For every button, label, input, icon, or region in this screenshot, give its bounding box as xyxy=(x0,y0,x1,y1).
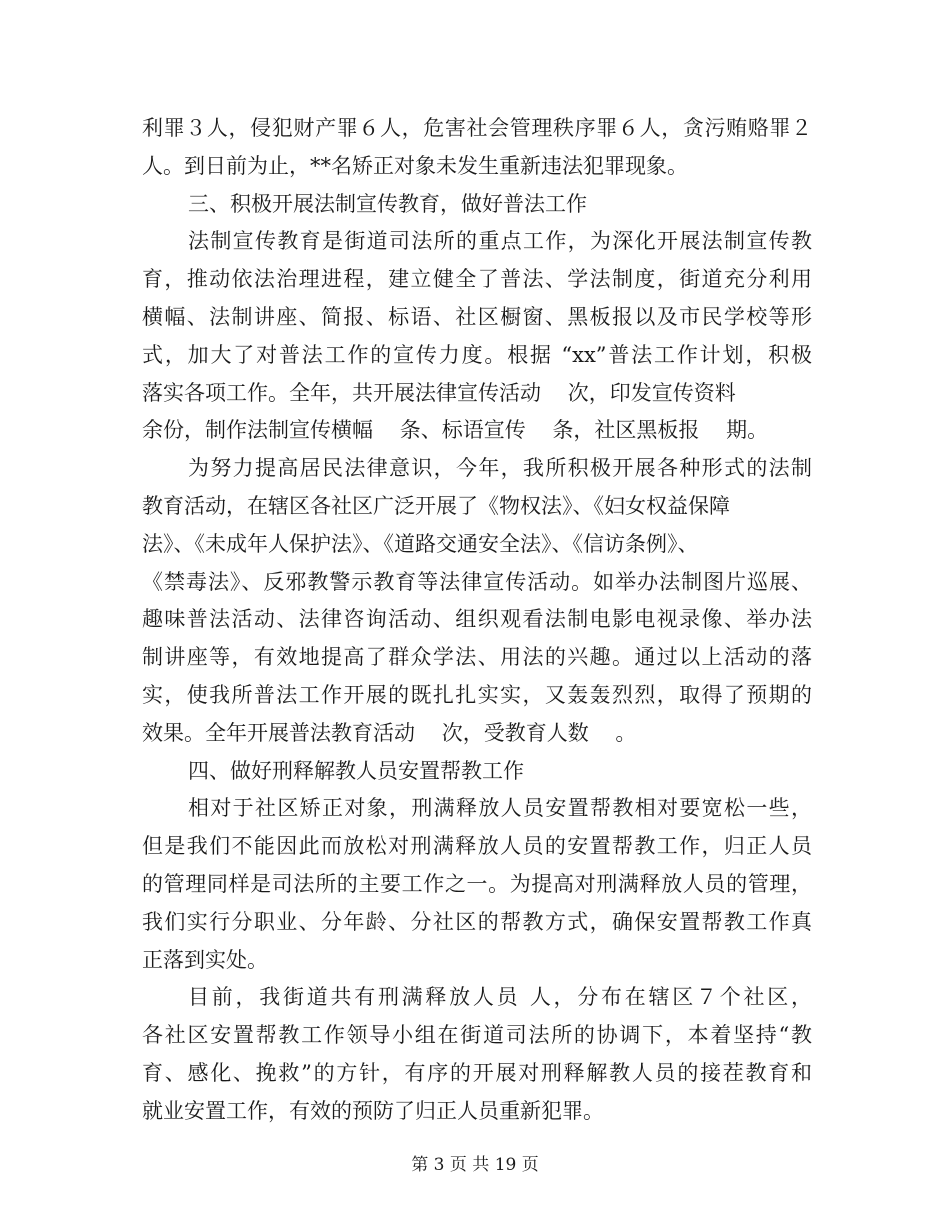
text-line: 《禁毒法》、反邪教警示教育等法律宣传活动。如举办法制图片巡展、 xyxy=(142,569,812,594)
text-line: 就业安置工作，有效的预防了归正人员重新犯罪。 xyxy=(142,1098,604,1123)
text-line: 目前，我街道共有刑满释放人员 人，分布在辖区７个社区， xyxy=(188,985,812,1010)
text-line: 育，推动依法治理进程，建立健全了普法、学法制度，街道充分利用 xyxy=(142,267,812,292)
text-line: 人。到日前为止，**名矫正对象未发生重新违法犯罪现象。 xyxy=(142,153,688,178)
text-line: 教育活动，在辖区各社区广泛开展了《物权法》、《妇女权益保障 xyxy=(142,493,730,518)
text-line: 的管理同样是司法所的主要工作之一。为提高对刑满释放人员的管理， xyxy=(142,871,812,896)
text-line: 法》、《未成年人保护法》、《道路交通安全法》、《信访条例》、 xyxy=(142,531,699,556)
text-line: 实，使我所普法工作开展的既扎扎实实，又轰轰烈烈，取得了预期的 xyxy=(142,682,812,707)
page-footer: 第 3 页 共 19 页 xyxy=(411,1155,539,1175)
text-line: 相对于社区矫正对象，刑满释放人员安置帮教相对要宽松一些， xyxy=(188,796,812,821)
text-line: 育、感化、挽救”的方针，有序的开展对刑释解教人员的接茬教育和 xyxy=(142,1060,812,1085)
text-line: 但是我们不能因此而放松对刑满释放人员的安置帮教工作，归正人员 xyxy=(142,834,812,859)
text-line: 利罪３人，侵犯财产罪６人，危害社会管理秩序罪６人，贪污贿赂罪２ xyxy=(142,116,812,140)
text-line: 制讲座等，有效地提高了群众学法、用法的兴趣。通过以上活动的落 xyxy=(142,645,812,670)
body-text xyxy=(142,110,812,1131)
text-line: 各社区安置帮教工作领导小组在街道司法所的协调下，本着坚持“教 xyxy=(142,1023,812,1048)
text-line: 正落到实处。 xyxy=(142,947,268,972)
text-line: 四、做好刑释解教人员安置帮教工作 xyxy=(188,758,524,783)
text-line: 法制宣传教育是街道司法所的重点工作，为深化开展法制宣传教 xyxy=(188,229,812,254)
text-line: 效果。全年开展普法教育活动 次，受教育人数 。 xyxy=(142,720,637,745)
text-line: 余份，制作法制宣传横幅 条、标语宣传 条，社区黑板报 期。 xyxy=(142,418,769,443)
text-line: 横幅、法制讲座、简报、标语、社区橱窗、黑板报以及市民学校等形 xyxy=(142,304,812,329)
text-line: 我们实行分职业、分年龄、分社区的帮教方式，确保安置帮教工作真 xyxy=(142,909,812,934)
text-line: 落实各项工作。全年，共开展法律宣传活动 次，印发宣传资料 xyxy=(142,380,736,405)
text-line: 趣味普法活动、法律咨询活动、组织观看法制电影电视录像、举办法 xyxy=(142,607,812,632)
text-line: 为努力提高居民法律意识，今年，我所积极开展各种形式的法制 xyxy=(188,456,812,481)
text-line: 三、积极开展法制宣传教育，做好普法工作 xyxy=(188,191,587,216)
text-line: 式，加大了对普法工作的宣传力度。根据 “xx”普法工作计划，积极 xyxy=(142,342,812,367)
